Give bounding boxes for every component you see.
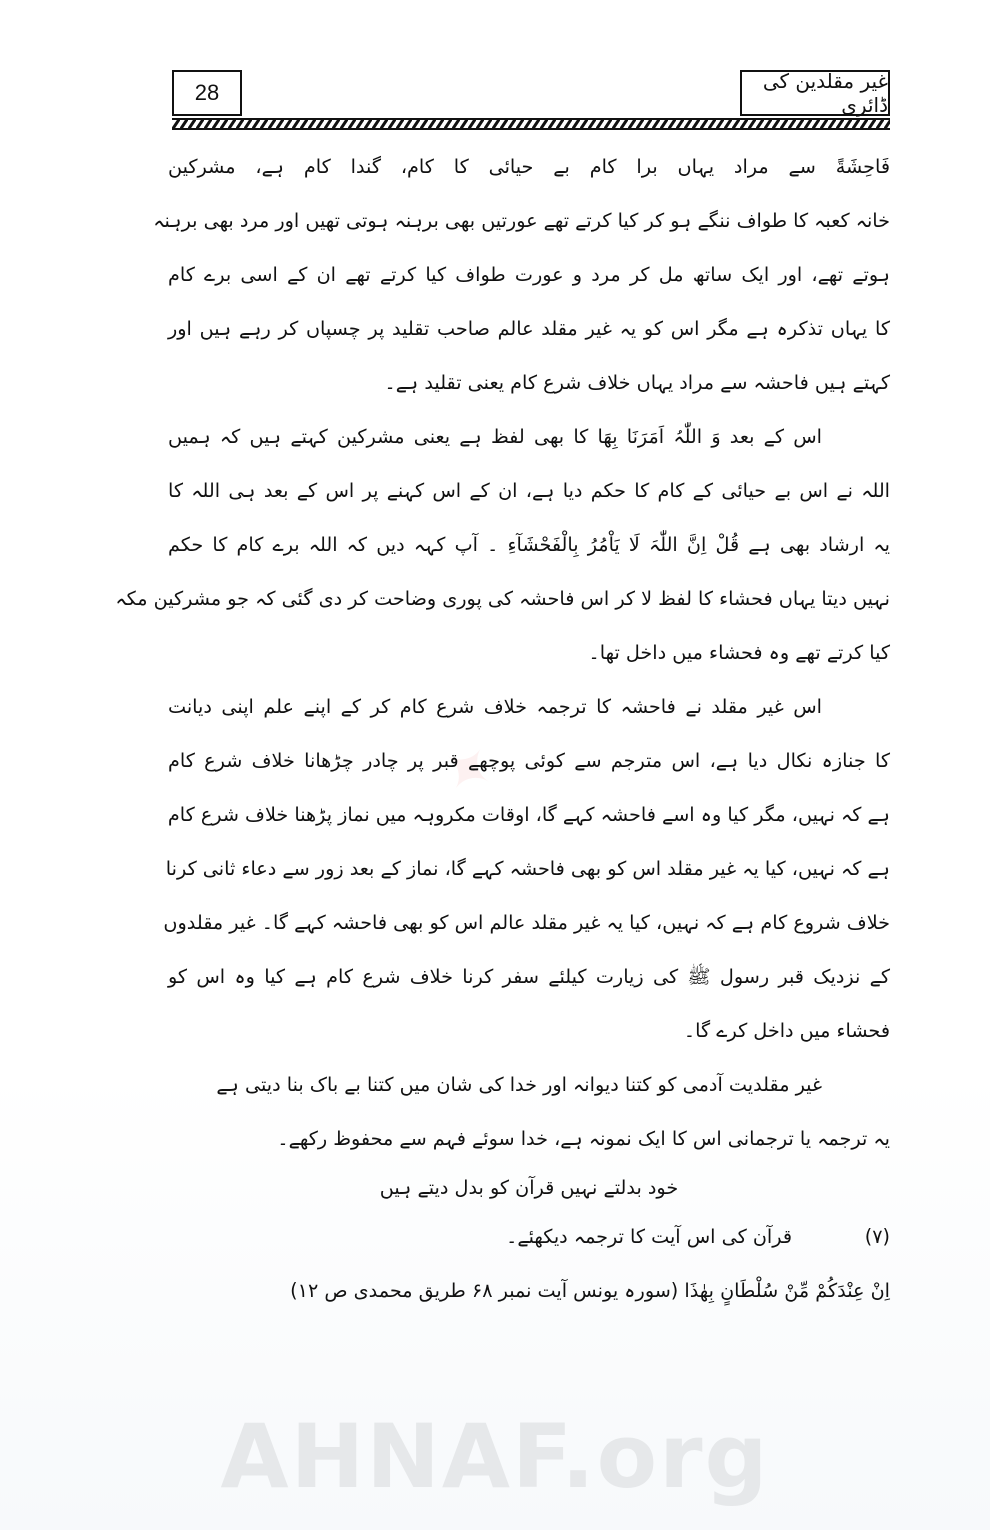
poetry-line: خود بدلتے نہیں قرآن کو بدل دیتے ہیں <box>379 1176 679 1199</box>
page-content <box>115 140 890 1318</box>
paragraph-4 <box>168 1058 890 1210</box>
text-line: غیر مقلدیت آدمی کو کتنا دیوانہ اور خدا کی شان میں کتنا بے باک بنا دیتی ہے <box>216 1073 822 1096</box>
text-line: کے نزدیک قبر رسول ﷺ کی زیارت کیلئے سفر کرنا خلاف شرع کام ہے کیا وہ اس کو <box>168 965 890 988</box>
text-line: اس کے بعد وَ اللّٰہُ اَمَرَنَا بِھَا کا بھی لفظ ہے یعنی مشرکین کہتے ہیں کہ ہمیں <box>168 425 822 448</box>
page-header <box>172 70 890 130</box>
text-line: خانہ کعبہ کا طواف ننگے ہو کر کیا کرتے تھے عورتیں بھی برہنہ ہوتی تھیں اور مرد بھی برہنہ <box>153 209 890 232</box>
text-line: فَاحِشَةً سے مراد یہاں برا کام بے حیائی کا کام، گندا کام ہے، مشرکین <box>168 155 890 178</box>
text-line: نہیں دیتا یہاں فحشاء کا لفظ لا کر اس فاحشہ کی پوری وضاحت کر دی گئی کہ جو مشرکین مکہ <box>115 587 890 610</box>
paragraph-2 <box>115 410 890 680</box>
section-number: (۷) <box>864 1225 890 1248</box>
header-divider <box>172 118 890 130</box>
paragraph-1 <box>153 140 890 410</box>
section-text: قرآن کی اس آیت کا ترجمہ دیکھئے۔ <box>506 1225 792 1248</box>
book-title: غیر مقلدین کی ڈائری <box>740 70 890 116</box>
text-line: ہے کہ نہیں، مگر کیا وہ اسے فاحشہ کہے گا، اوقات مکروہہ میں نماز پڑھنا خلاف شرع کام <box>167 803 890 826</box>
text-line: اللہ نے اس بے حیائی کے کام کا حکم دیا ہے، ان کے اس کہنے پر اس کے بعد ہی اللہ کا <box>168 479 890 502</box>
text-line: فحشاء میں داخل کرے گا۔ <box>683 1019 890 1042</box>
text-line: یہ ترجمہ یا ترجمانی اس کا ایک نمونہ ہے، خدا سوئے فہم سے محفوظ رکھے۔ <box>277 1127 890 1150</box>
text-line: اس غیر مقلد نے فاحشہ کا ترجمہ خلاف شرع کام کر کے اپنے علم اپنی دیانت <box>168 695 822 718</box>
site-watermark: AHNAF.org <box>220 1405 770 1508</box>
background-stamp: ✦ <box>424 727 516 813</box>
text-line: کہتے ہیں فاحشہ سے مراد یہاں خلاف شرع کام یعنی تقلید ہے۔ <box>384 371 890 394</box>
text-line: کا یہاں تذکرہ ہے مگر اس کو یہ غیر مقلد عالم صاحب تقلید پر چسپاں کر رہے ہیں اور <box>168 317 890 340</box>
paragraph-3 <box>163 680 890 1058</box>
text-line: ہوتے تھے، اور ایک ساتھ مل کر مرد و عورت طواف کیا کرتے تھے ان کے اسی برے کام <box>168 263 890 286</box>
text-line: کا جنازہ نکال دیا ہے، اس مترجم سے کوئی پوچھے قبر پر چادر چڑھانا خلاف شرع کام <box>168 749 890 772</box>
verse-reference: اِنْ عِنْدَکُمْ مِّنْ سُلْطَانٍ بِھٰذَا (سورہ یونس آیت نمبر ۶۸ طریق محمدی ص ۱۲) <box>290 1279 890 1302</box>
page-number: 28 <box>172 70 242 116</box>
text-line: خلاف شروع کام ہے کہ نہیں، کیا یہ غیر مقلد عالم اس کو بھی فاحشہ کہے گا۔ غیر مقلدوں <box>163 911 890 934</box>
section-7-heading <box>168 1210 890 1264</box>
text-line: کیا کرتے تھے وہ فحشاء میں داخل تھا۔ <box>588 641 890 664</box>
text-line: یہ ارشاد بھی ہے قُلْ اِنَّ اللّٰہَ لَا یَاْمُرُ بِالْفَحْشَآءِ ۔ آپ کہہ دیں کہ اللہ برے کام کا حکم <box>168 533 890 556</box>
text-line: ہے کہ نہیں، کیا یہ غیر مقلد اس کو بھی فاحشہ کہے گا، نماز کے بعد زور سے دعاء ثانی کرنا <box>165 857 890 880</box>
